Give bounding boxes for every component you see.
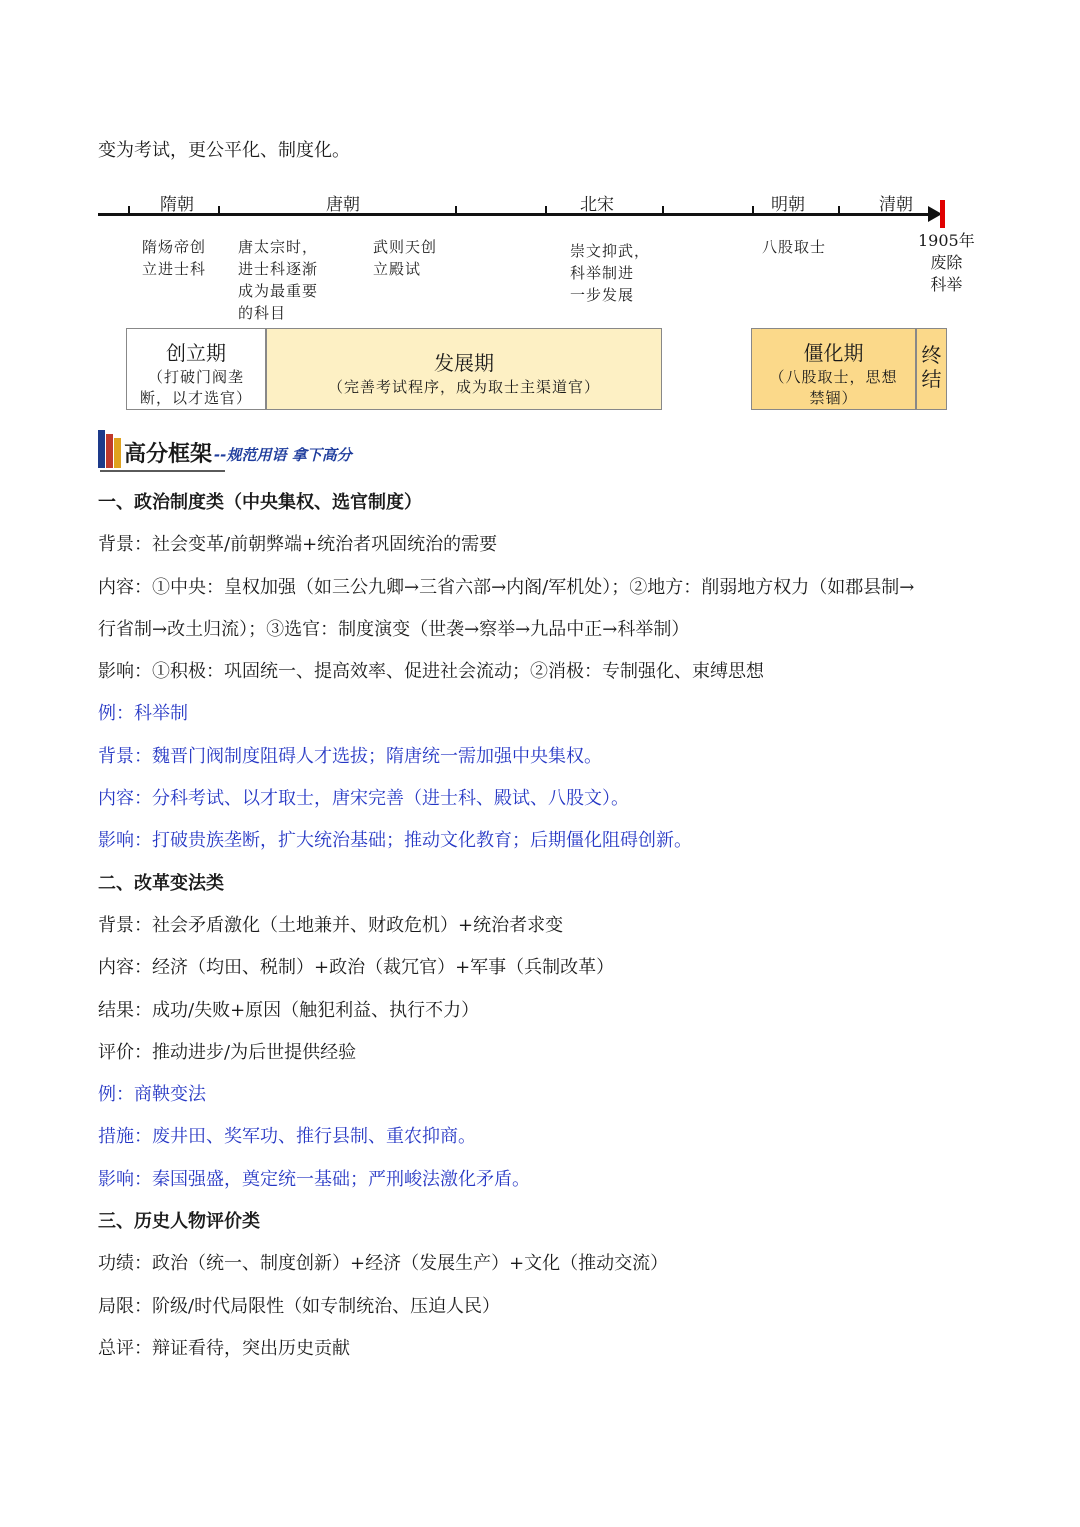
content-line: 结果：成功/失败+原因（触犯利益、执行不力） — [98, 999, 480, 1021]
dynasty-ming: 明朝 — [771, 195, 805, 215]
timeline-tick — [838, 206, 840, 214]
content-line: 例：商鞅变法 — [98, 1084, 206, 1106]
dynasty-qing: 清朝 — [879, 195, 913, 215]
content-line: 背景：社会矛盾激化（土地兼并、财政危机）+统治者求变 — [98, 914, 564, 936]
content-line: 功绩：政治（统一、制度创新）+经济（发展生产）+文化（推动交流） — [98, 1253, 669, 1275]
section-subtitle: --规范用语 拿下高分 — [214, 446, 352, 464]
content-line: 局限：阶级/时代局限性（如专制统治、压迫人民） — [98, 1295, 501, 1317]
content-line: 行省制→改土归流）；③选官：制度演变（世袭→察举→九品中正→科举制） — [98, 618, 690, 640]
stage-end: 终 结 — [916, 328, 947, 410]
content-line: 影响：①积极：巩固统一、提高效率、促进社会流动；②消极：专制强化、束缚思想 — [98, 661, 764, 683]
timeline-axis — [98, 213, 938, 216]
timeline-tick — [218, 206, 220, 214]
timeline-tick — [455, 206, 457, 214]
content-line: 背景：魏晋门阀制度阻碍人才选拔；隋唐统一需加强中央集权。 — [98, 745, 602, 767]
content-line: 影响：秦国强盛，奠定统一基础；严刑峻法激化矛盾。 — [98, 1168, 530, 1190]
event-song: 崇文抑武， 科举制进 一步发展 — [570, 242, 651, 304]
content-line: 影响：打破贵族垄断，扩大统治基础；推动文化教育；后期僵化阻碍创新。 — [98, 830, 692, 852]
content-line: 背景：社会变革/前朝弊端+统治者巩固统治的需要 — [98, 534, 498, 556]
section-heading: 三、历史人物评价类 — [98, 1211, 260, 1233]
section-title: 高分框架 — [124, 442, 213, 467]
content-line: 评价：推动进步/为后世提供经验 — [98, 1041, 357, 1063]
dynasty-song: 北宋 — [580, 195, 614, 215]
timeline-tick — [662, 206, 664, 214]
header-underline — [100, 470, 225, 472]
content-line: 内容：经济（均田、税制）+政治（裁冗官）+军事（兵制改革） — [98, 957, 615, 979]
section-heading: 一、政治制度类（中央集权、选官制度） — [98, 492, 422, 513]
section-heading: 二、改革变法类 — [98, 872, 224, 894]
content-line: 措施：废井田、奖军功、推行县制、重农抑商。 — [98, 1126, 476, 1148]
stage-development: 发展期 （完善考试程序，成为取士主渠道官） — [266, 328, 662, 410]
event-ming: 八股取士 — [762, 238, 827, 256]
stage-rigid: 僵化期 （八股取士，思想 禁锢） — [751, 328, 916, 410]
dynasty-tang: 唐朝 — [326, 195, 360, 215]
section-header — [98, 428, 352, 468]
dynasty-sui: 隋朝 — [160, 195, 194, 215]
content-line: 总评：辩证看待，突出历史贡献 — [98, 1337, 350, 1359]
timeline-end-marker — [940, 200, 945, 228]
content-lines — [98, 488, 998, 1376]
intro-text: 变为考试，更公平化、制度化。 — [98, 140, 350, 161]
event-wuzetian: 武则天创 立殿试 — [373, 238, 438, 278]
timeline-tick — [545, 206, 547, 214]
timeline-tick — [752, 206, 754, 214]
content-line: 内容：①中央：皇权加强（如三公九卿→三省六部→内阁/军机处）；②地方：削弱地方权力（如郡县制→ — [98, 576, 915, 598]
timeline-tick — [128, 206, 130, 214]
stage-founding: 创立期 （打破门阀垄 断，以才选官） — [126, 328, 266, 410]
content-line: 例：科举制 — [98, 703, 188, 725]
event-1905: 1905年 废除 科举 — [918, 231, 975, 294]
books-icon — [98, 430, 122, 468]
event-taizong: 唐太宗时， 进士科逐渐 成为最重要 的科目 — [238, 238, 319, 322]
content-line: 内容：分科考试、以才取士，唐宋完善（进士科、殿试、八股文）。 — [98, 788, 629, 810]
event-sui: 隋炀帝创 立进士科 — [142, 238, 207, 278]
